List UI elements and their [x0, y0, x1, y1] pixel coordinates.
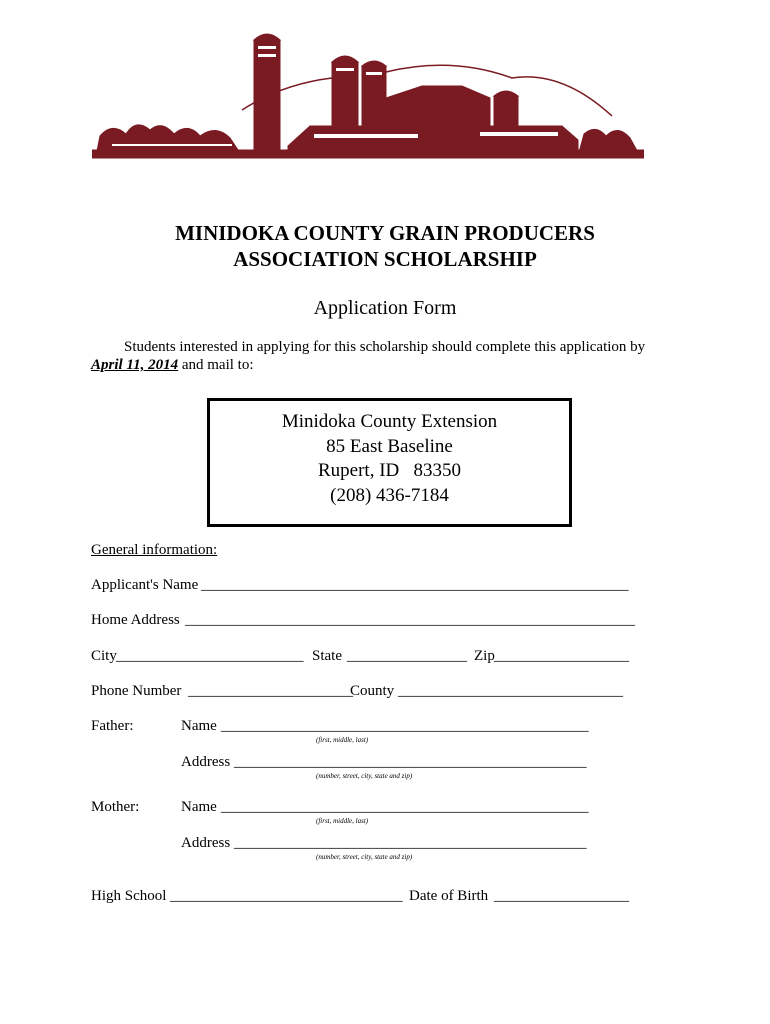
date-of-birth-field[interactable]: __________________ — [494, 888, 629, 904]
home-address-label: Home Address — [91, 612, 180, 628]
father-name-hint: (first, middle, last) — [316, 736, 369, 744]
date-of-birth-label: Date of Birth — [409, 888, 489, 904]
mother-address-field[interactable]: _______________________________________________ — [234, 835, 587, 851]
mailing-address-box — [207, 398, 572, 527]
father-name-field[interactable]: _________________________________________________ — [221, 718, 589, 734]
mail-to-line-3: Rupert, ID 83350 — [317, 460, 461, 481]
father-address-hint: (number, street, city, state and zip) — [316, 772, 413, 780]
title-line-1: MINIDOKA COUNTY GRAIN PRODUCERS — [175, 221, 595, 245]
mother-address-hint: (number, street, city, state and zip) — [316, 853, 413, 861]
zip-field[interactable]: __________________ — [494, 648, 629, 664]
form-subtitle: Application Form — [313, 297, 457, 319]
phone-number-label: Phone Number — [91, 683, 182, 699]
mother-name-field[interactable]: _________________________________________________ — [221, 799, 589, 815]
mother-address-label: Address — [181, 835, 231, 851]
mail-to-line-2: 85 East Baseline — [326, 435, 453, 457]
father-address-label: Address — [181, 754, 231, 770]
mother-label: Mother: — [91, 799, 140, 815]
intro-line-2 — [91, 357, 254, 374]
county-label: County — [350, 683, 395, 699]
mother-name-label: Name — [181, 799, 217, 815]
due-date: April 11, 2014 — [91, 357, 179, 373]
mother-name-hint: (first, middle, last) — [316, 817, 369, 825]
city-field[interactable]: _________________________ — [116, 648, 304, 664]
high-school-field[interactable]: _______________________________ — [170, 888, 403, 904]
applicant-name-field[interactable]: _________________________________________________________ — [201, 577, 629, 593]
state-label: State — [312, 648, 342, 664]
intro-line-2-rest: and mail to: — [178, 357, 254, 373]
father-name-label: Name — [181, 718, 217, 734]
mail-to-line-1: Minidoka County Extension — [281, 411, 498, 432]
high-school-label: High School — [91, 888, 167, 904]
father-address-field[interactable]: _______________________________________________ — [234, 754, 587, 770]
farm-header-illustration-icon — [92, 26, 644, 160]
title-line-2: ASSOCIATION SCHOLARSHIP — [233, 247, 537, 271]
state-field[interactable]: ________________ — [347, 648, 467, 664]
farm-silhouette — [92, 34, 644, 158]
intro-line-1: Students interested in applying for this scholarship should complete this application by — [124, 339, 646, 355]
home-address-field[interactable]: ____________________________________________________________ — [185, 612, 635, 628]
zip-label: Zip — [474, 648, 495, 664]
applicant-name-label: Applicant's Name — [91, 577, 199, 593]
phone-number-field[interactable]: ______________________ — [188, 683, 353, 699]
section-general-information: General information: — [91, 542, 218, 558]
mail-to-line-4: (208) 436-7184 — [330, 484, 449, 506]
city-label: City — [91, 648, 117, 664]
father-label: Father: — [91, 718, 134, 734]
county-field[interactable]: ______________________________ — [398, 683, 623, 699]
